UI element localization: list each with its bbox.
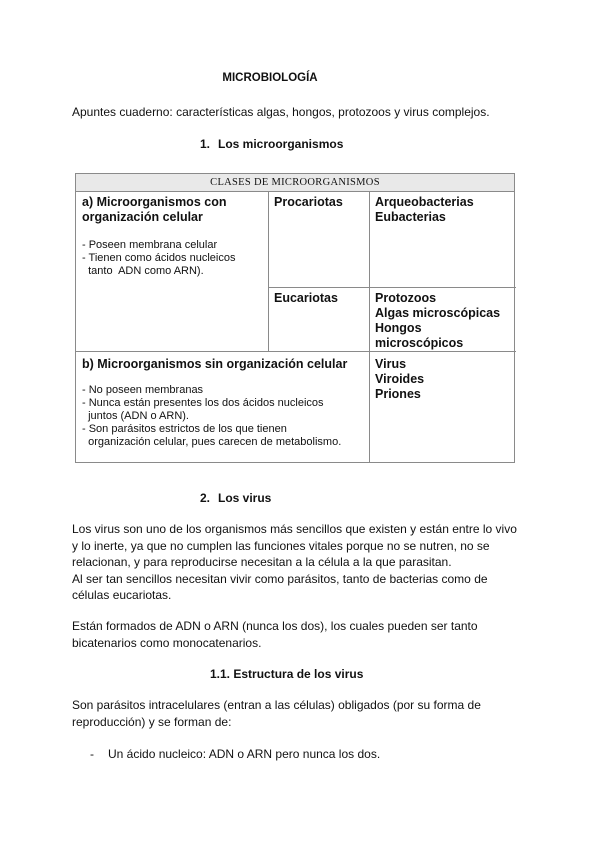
- list-item: Viroides: [375, 372, 425, 386]
- cell-note: - Son parásitos estrictos de los que tienen: [82, 423, 287, 435]
- list-item: microscópicos: [375, 336, 464, 350]
- eucariotas-label: Eucariotas: [274, 291, 338, 305]
- table-divider: [268, 287, 516, 288]
- cell-title: b) Microorganismos sin organización celular: [82, 357, 348, 371]
- acellular-examples: [375, 357, 424, 402]
- section-number: 2.: [200, 491, 211, 505]
- table-divider: [369, 192, 370, 463]
- cell-note: - Poseen membrana celular: [82, 239, 218, 251]
- section-heading-microorganismos: [200, 137, 343, 151]
- list-item: Arqueobacterias: [375, 195, 474, 209]
- bullet-text: Un ácido nucleico: ADN o ARN pero nunca los dos.: [108, 747, 381, 761]
- section-number: 1.: [200, 137, 211, 151]
- text-line: reproducción) y se forman de:: [72, 714, 232, 729]
- table-divider: [268, 192, 269, 351]
- cell-note: juntos (ADN o ARN).: [82, 410, 189, 422]
- text-line: Al ser tan sencillos necesitan vivir como parásitos, tanto de bacterias como de: [72, 571, 488, 586]
- section-title: Los microorganismos: [218, 137, 344, 151]
- list-item: Hongos: [375, 321, 422, 335]
- text-line: relacionan, y para reproducirse necesitan a la célula a la que parasitan.: [72, 555, 452, 569]
- list-item: Algas microscópicas: [375, 306, 501, 320]
- text-line: Los virus son uno de los organismos más sencillos que existen y están entre lo vivo: [72, 522, 517, 536]
- cell-note: organización celular, pues carecen de metabolismo.: [82, 436, 342, 448]
- bullet-list-item: [90, 746, 550, 763]
- paragraph-virus-composition: [72, 618, 532, 651]
- text-line: Están formados de ADN o ARN (nunca los dos), los cuales pueden ser tanto: [72, 619, 478, 633]
- paragraph-virus-intro: [72, 521, 532, 604]
- list-item: Priones: [375, 387, 421, 401]
- section-heading-virus: [200, 491, 271, 505]
- cell-note: - No poseen membranas: [82, 384, 204, 396]
- cell-note: tanto ADN como ARN).: [82, 265, 204, 277]
- list-item: Virus: [375, 357, 407, 371]
- text-line: y lo inerte, ya que no cumplen las funciones vitales porque no se nutren, no se: [72, 538, 490, 553]
- section-title: Los virus: [218, 491, 272, 505]
- procariotas-examples: [375, 195, 474, 225]
- cell-with-organization: [82, 195, 268, 278]
- eucariotas-examples: [375, 291, 500, 351]
- cell-title: organización celular: [82, 210, 203, 224]
- subsection-heading-structure: 1.1. Estructura de los virus: [210, 667, 364, 681]
- document-title: MICROBIOLOGÍA: [222, 72, 318, 84]
- bullet-dash: -: [90, 747, 94, 761]
- paragraph-virus-structure: [72, 697, 532, 730]
- cell-without-organization: [82, 357, 369, 449]
- text-line: Son parásitos intracelulares (entran a las células) obligados (por su forma de: [72, 698, 481, 712]
- list-item: Eubacterias: [375, 210, 446, 224]
- list-item: Protozoos: [375, 291, 437, 305]
- microorganism-classes-table: [75, 173, 515, 463]
- cell-title: a) Microorganismos con: [82, 195, 227, 209]
- intro-text: Apuntes cuaderno: características algas, hongos, protozoos y virus complejos.: [72, 105, 490, 119]
- cell-note: - Nunca están presentes los dos ácidos nucleicos: [82, 397, 324, 409]
- table-divider: [76, 351, 516, 352]
- procariotas-label: Procariotas: [274, 195, 343, 209]
- text-line: células eucariotas.: [72, 588, 172, 602]
- cell-note: - Tienen como ácidos nucleicos: [82, 252, 236, 264]
- text-line: bicatenarios como monocatenarios.: [72, 635, 262, 650]
- table-header: CLASES DE MICROORGANISMOS: [76, 174, 514, 192]
